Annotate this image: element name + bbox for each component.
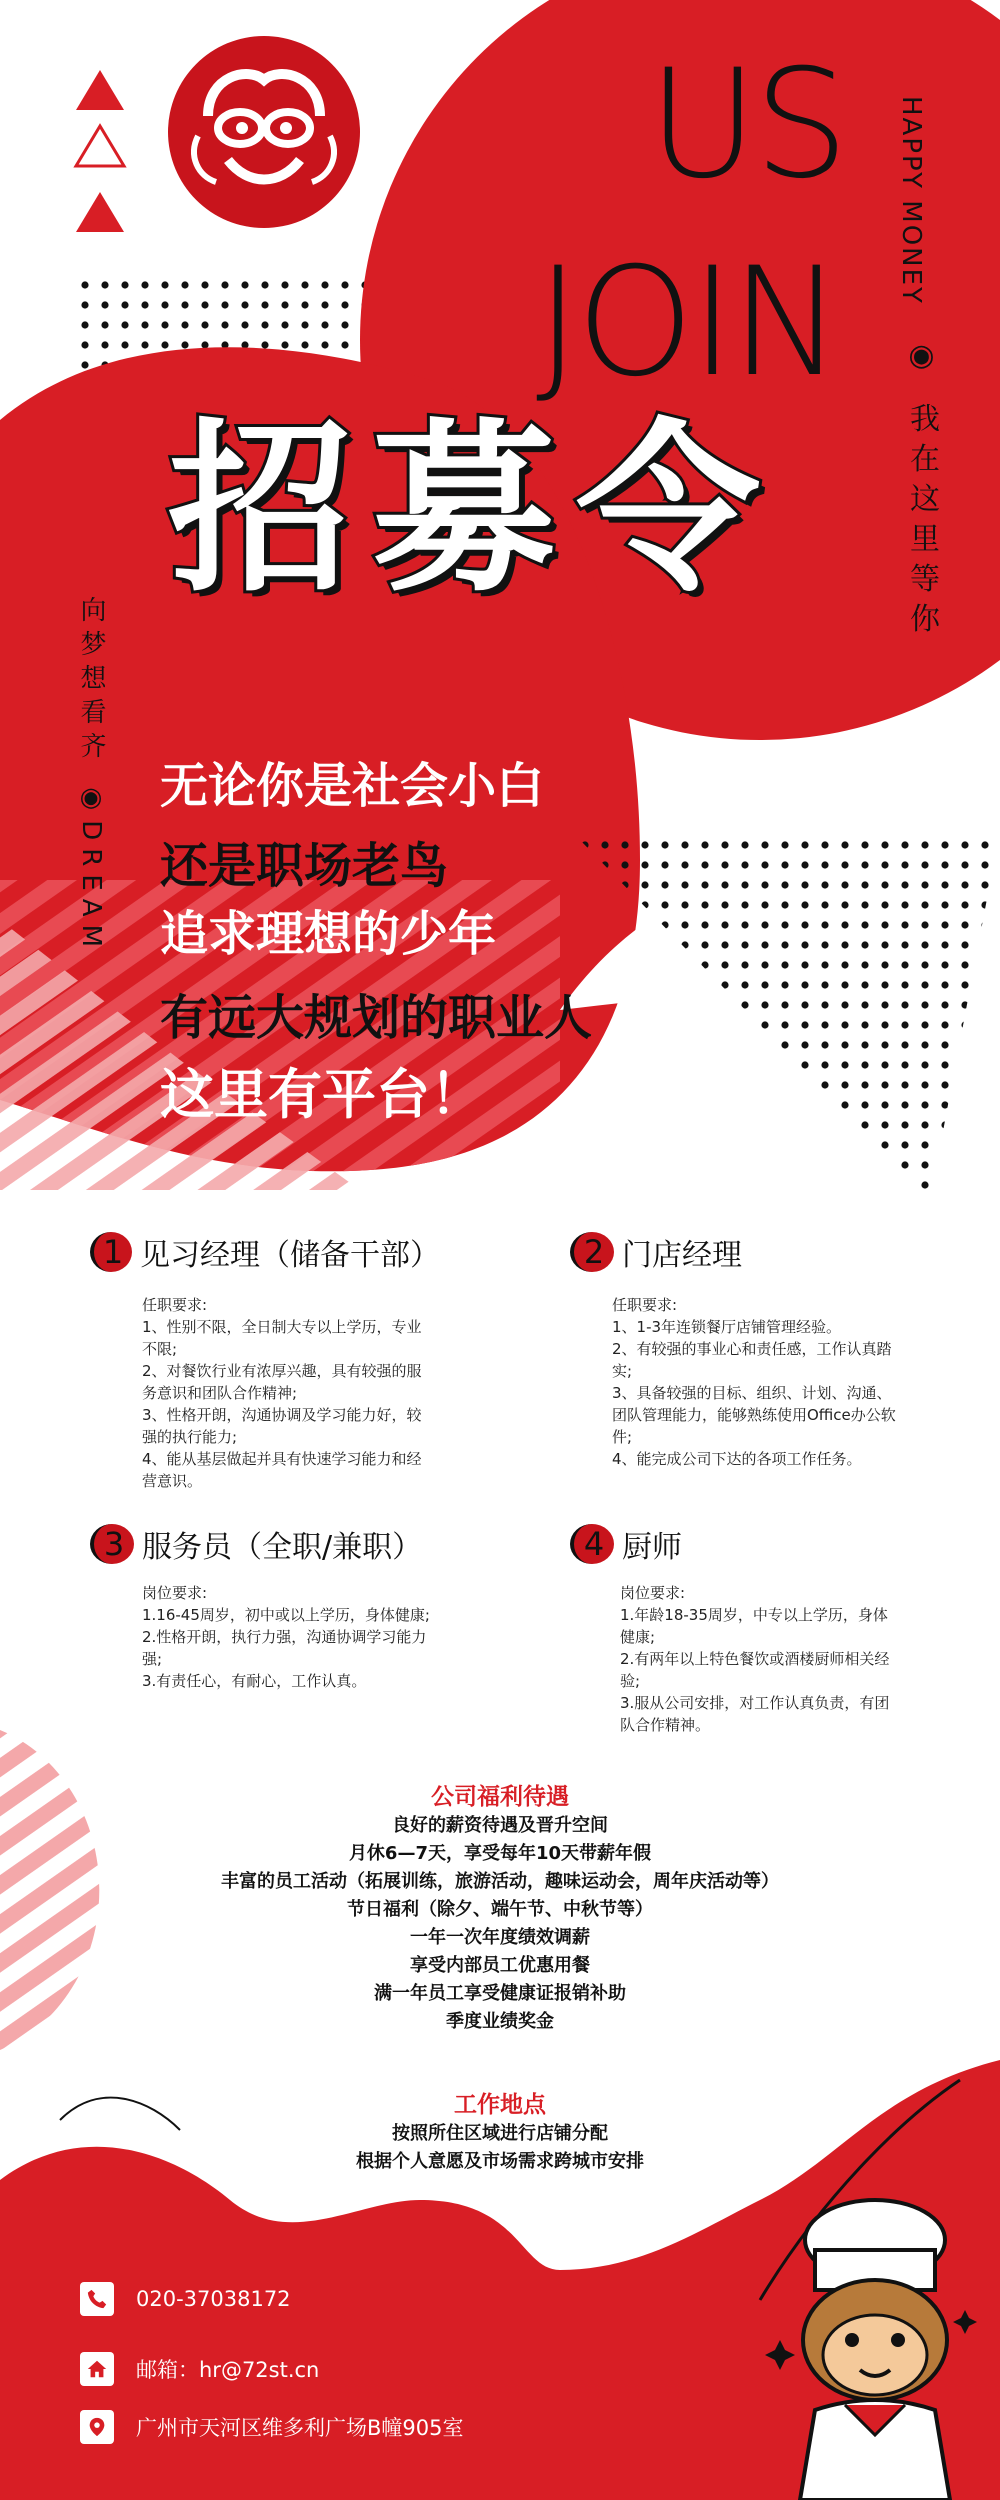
job-block-1 [90, 1230, 440, 1492]
monkey-logo [168, 36, 360, 228]
benefit-item: 享受内部员工优惠用餐 [410, 1955, 590, 1976]
main-title: 招募令 [168, 403, 781, 617]
slogan-line: 还是职场老鸟 [160, 838, 449, 894]
location-pin-icon [80, 2410, 114, 2444]
job-title: 门店经理 [622, 1238, 742, 1273]
job-block-2 [570, 1230, 920, 1470]
home-icon [80, 2352, 114, 2386]
requirement-item: 1.年龄18-35周岁，中专以上学历，身体健康; [620, 1606, 888, 1646]
benefit-item: 季度业绩奖金 [446, 2011, 554, 2032]
requirements-title: 岗位要求: [620, 1584, 686, 1602]
job-header [90, 1522, 450, 1566]
vertical-tagline-cn: ◉ 我在这里等你 [904, 338, 939, 643]
address-text: 广州市天河区维多利广场B幢905室 [136, 2416, 464, 2440]
job-block-4 [570, 1522, 920, 1736]
requirement-item: 1、性别不限，全日制大专以上学历，专业不限; [142, 1318, 422, 1358]
job-header [570, 1522, 920, 1566]
chef-monkey-mascot [760, 2190, 990, 2500]
requirement-item: 1、1-3年连锁餐厅店铺管理经验。 [612, 1318, 842, 1336]
contact-phone[interactable] [80, 2282, 291, 2316]
job-number: 1 [90, 1232, 132, 1272]
slogan-line: 这里有平台！ [160, 1063, 484, 1126]
benefits-title: 公司福利待遇 [431, 1784, 569, 1810]
slogan-line: 无论你是社会小白 [160, 758, 545, 814]
triangle-icon [76, 192, 124, 232]
requirement-item: 2.性格开朗，执行力强，沟通协调学习能力强; [142, 1628, 427, 1668]
requirement-item: 4、能从基层做起并具有快速学习能力和经营意识。 [142, 1450, 422, 1490]
job-block-3 [90, 1522, 450, 1692]
email-text: 邮箱：hr@72st.cn [136, 2358, 320, 2382]
contact-address[interactable] [80, 2410, 464, 2444]
job-number: 3 [90, 1524, 134, 1564]
job-requirements [620, 1582, 890, 1736]
requirements-title: 岗位要求: [142, 1584, 208, 1602]
monkey-face-icon [168, 36, 360, 228]
requirement-item: 2、有较强的事业心和责任感，工作认真踏实; [612, 1340, 892, 1380]
stripes-semicircle [0, 1730, 160, 2050]
dot-triangle [580, 830, 1000, 1200]
triangle-icon [76, 70, 124, 110]
job-requirements [142, 1294, 432, 1492]
job-header [570, 1230, 920, 1274]
location-item: 按照所住区域进行店铺分配 [392, 2123, 608, 2144]
benefit-item: 节日福利（除夕、端午节、中秋节等） [347, 1899, 653, 1920]
requirement-item: 2.有两年以上特色餐饮或酒楼厨师相关经验; [620, 1650, 890, 1690]
location-item: 根据个人意愿及市场需求跨城市安排 [356, 2151, 644, 2172]
benefit-item: 一年一次年度绩效调薪 [410, 1927, 590, 1948]
requirement-item: 2、对餐饮行业有浓厚兴趣，具有较强的服务意识和团队合作精神; [142, 1362, 422, 1402]
job-requirements [612, 1294, 902, 1470]
title-join: JOIN [536, 236, 839, 410]
requirement-item: 3.有责任心，有耐心，工作认真。 [142, 1672, 367, 1690]
job-number: 4 [570, 1524, 614, 1564]
requirement-item: 3、性格开朗，沟通协调及学习能力好，较强的执行能力; [142, 1406, 422, 1446]
contact-email[interactable] [80, 2352, 319, 2386]
job-title: 厨师 [622, 1530, 682, 1565]
location-title: 工作地点 [454, 2092, 546, 2118]
job-title: 见习经理（储备干部） [140, 1238, 440, 1273]
slogan-line: 有远大规划的职业人 [160, 990, 593, 1046]
phone-icon [80, 2282, 114, 2316]
job-title: 服务员（全职/兼职） [142, 1530, 423, 1565]
phone-number: 020-37038172 [136, 2287, 291, 2311]
benefit-item: 丰富的员工活动（拓展训练，旅游活动，趣味运动会，周年庆活动等） [221, 1871, 779, 1892]
job-header [90, 1230, 440, 1274]
vertical-tagline-left: 向梦想看齐 ◉DREAM [76, 596, 106, 955]
job-requirements [142, 1582, 432, 1692]
requirement-item: 1.16-45周岁，初中或以上学历，身体健康; [142, 1606, 430, 1624]
vertical-tagline-en: HAPPY MONEY [896, 96, 926, 305]
job-number: 2 [570, 1232, 614, 1272]
requirement-item: 4、能完成公司下达的各项工作任务。 [612, 1450, 862, 1468]
requirement-item: 3、具备较强的目标、组织、计划、沟通、团队管理能力，能够熟练使用Office办公软件; [612, 1384, 896, 1446]
benefit-item: 月休6—7天，享受每年10天带薪年假 [348, 1843, 652, 1864]
requirements-title: 任职要求: [142, 1296, 208, 1314]
requirement-item: 3.服从公司安排，对工作认真负责，有团队合作精神。 [620, 1694, 890, 1734]
requirements-title: 任职要求: [612, 1296, 678, 1314]
benefit-item: 良好的薪资待遇及晋升空间 [392, 1815, 608, 1836]
triangle-outline-icon [76, 126, 124, 166]
title-us: US [648, 38, 846, 212]
location-section [150, 2090, 850, 2176]
benefits-section [150, 1782, 850, 2036]
slogan-line: 追求理想的少年 [160, 906, 497, 962]
benefit-item: 满一年员工享受健康证报销补助 [374, 1983, 626, 2004]
